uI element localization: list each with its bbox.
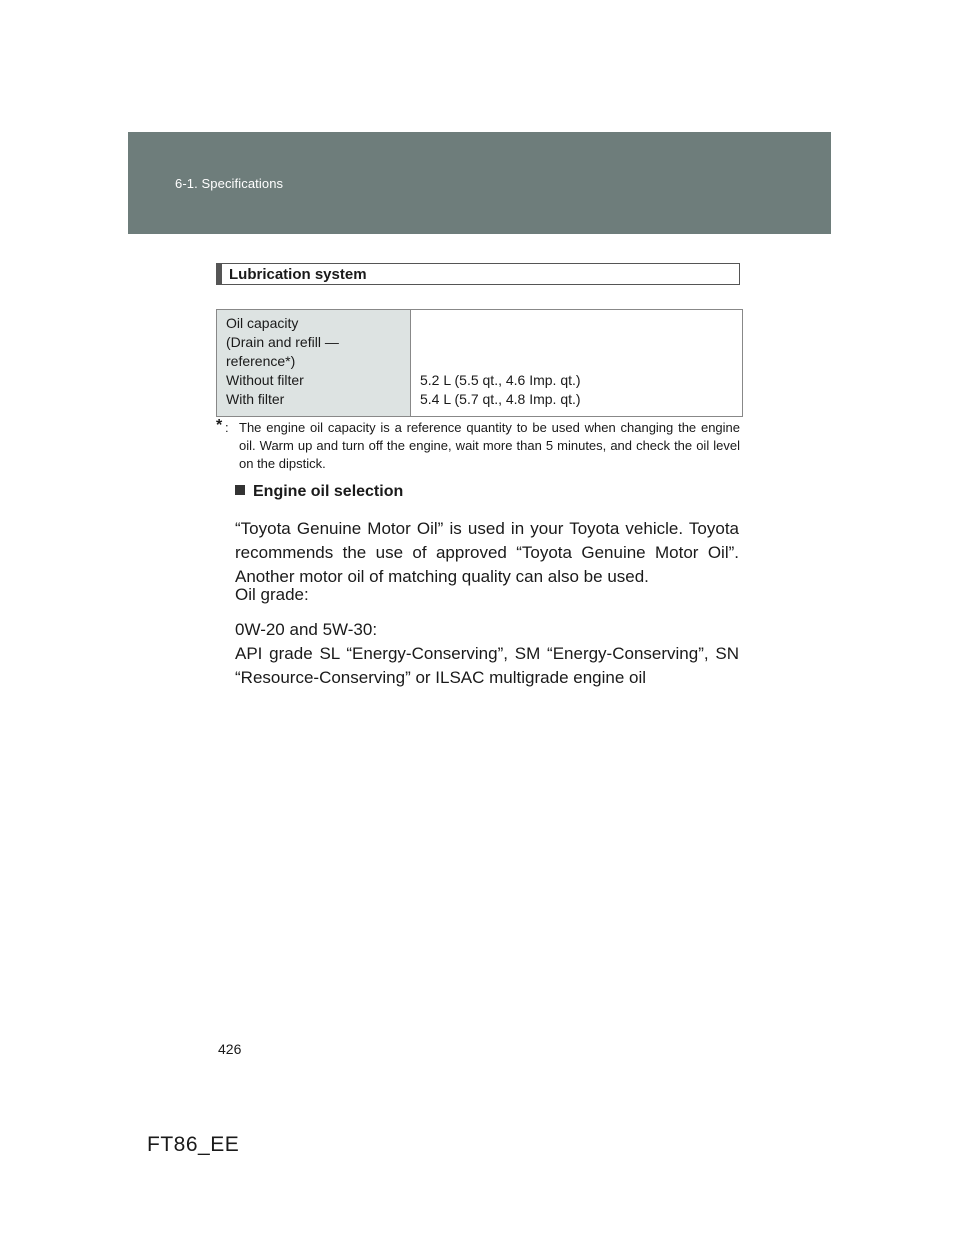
oil-grade-standard: API grade SL “Energy-Conserving”, SM “Energy-Conserving”, SN “Resource-Conserving” or ILSAC multigrade engine oil [235,644,739,687]
footnote-asterisk: * [216,417,223,434]
footnote-colon: : [225,420,229,435]
page-number: 426 [218,1041,242,1057]
subsection-heading [235,483,403,501]
section-title-accent [217,264,222,284]
spec-label-line: Without filter [226,372,304,388]
oil-grade-viscosity: 0W-20 and 5W-30: [235,620,378,639]
spec-label-line: Oil capacity [226,315,299,331]
spec-label-line: (Drain and refill — [226,334,339,350]
spec-label-line: reference*) [226,353,296,369]
spec-label-line: With filter [226,391,285,407]
header-band [128,132,831,234]
oil-grade-spec [235,618,739,690]
spec-table [216,309,743,417]
table-row [217,310,743,417]
spec-value-line: 5.2 L (5.5 qt., 4.6 Imp. qt.) [420,372,581,388]
spec-value-cell [411,310,743,417]
document-id: FT86_EE [147,1133,240,1156]
oil-grade-label: Oil grade: [235,585,309,604]
square-bullet-icon [235,485,245,495]
spec-value-line: 5.4 L (5.7 qt., 4.8 Imp. qt.) [420,391,581,407]
footnote-text: The engine oil capacity is a reference quantity to be used when changing the engine oil. Warm up and turn off the engine, wait more than 5 minutes, and check the oil level on the dipstick. [239,420,740,471]
engine-oil-paragraph: “Toyota Genuine Motor Oil” is used in your Toyota vehicle. Toyota recommends the use of approved “Toyota Genuine Motor Oil”. Another motor oil of matching quality can also be used. [235,519,739,586]
footnote [216,419,740,473]
subsection-title: Engine oil selection [253,483,404,500]
section-title: Lubrication system [229,266,367,283]
spec-label-cell [217,310,411,417]
section-title-box [216,263,740,285]
section-breadcrumb: 6-1. Specifications [175,176,284,191]
